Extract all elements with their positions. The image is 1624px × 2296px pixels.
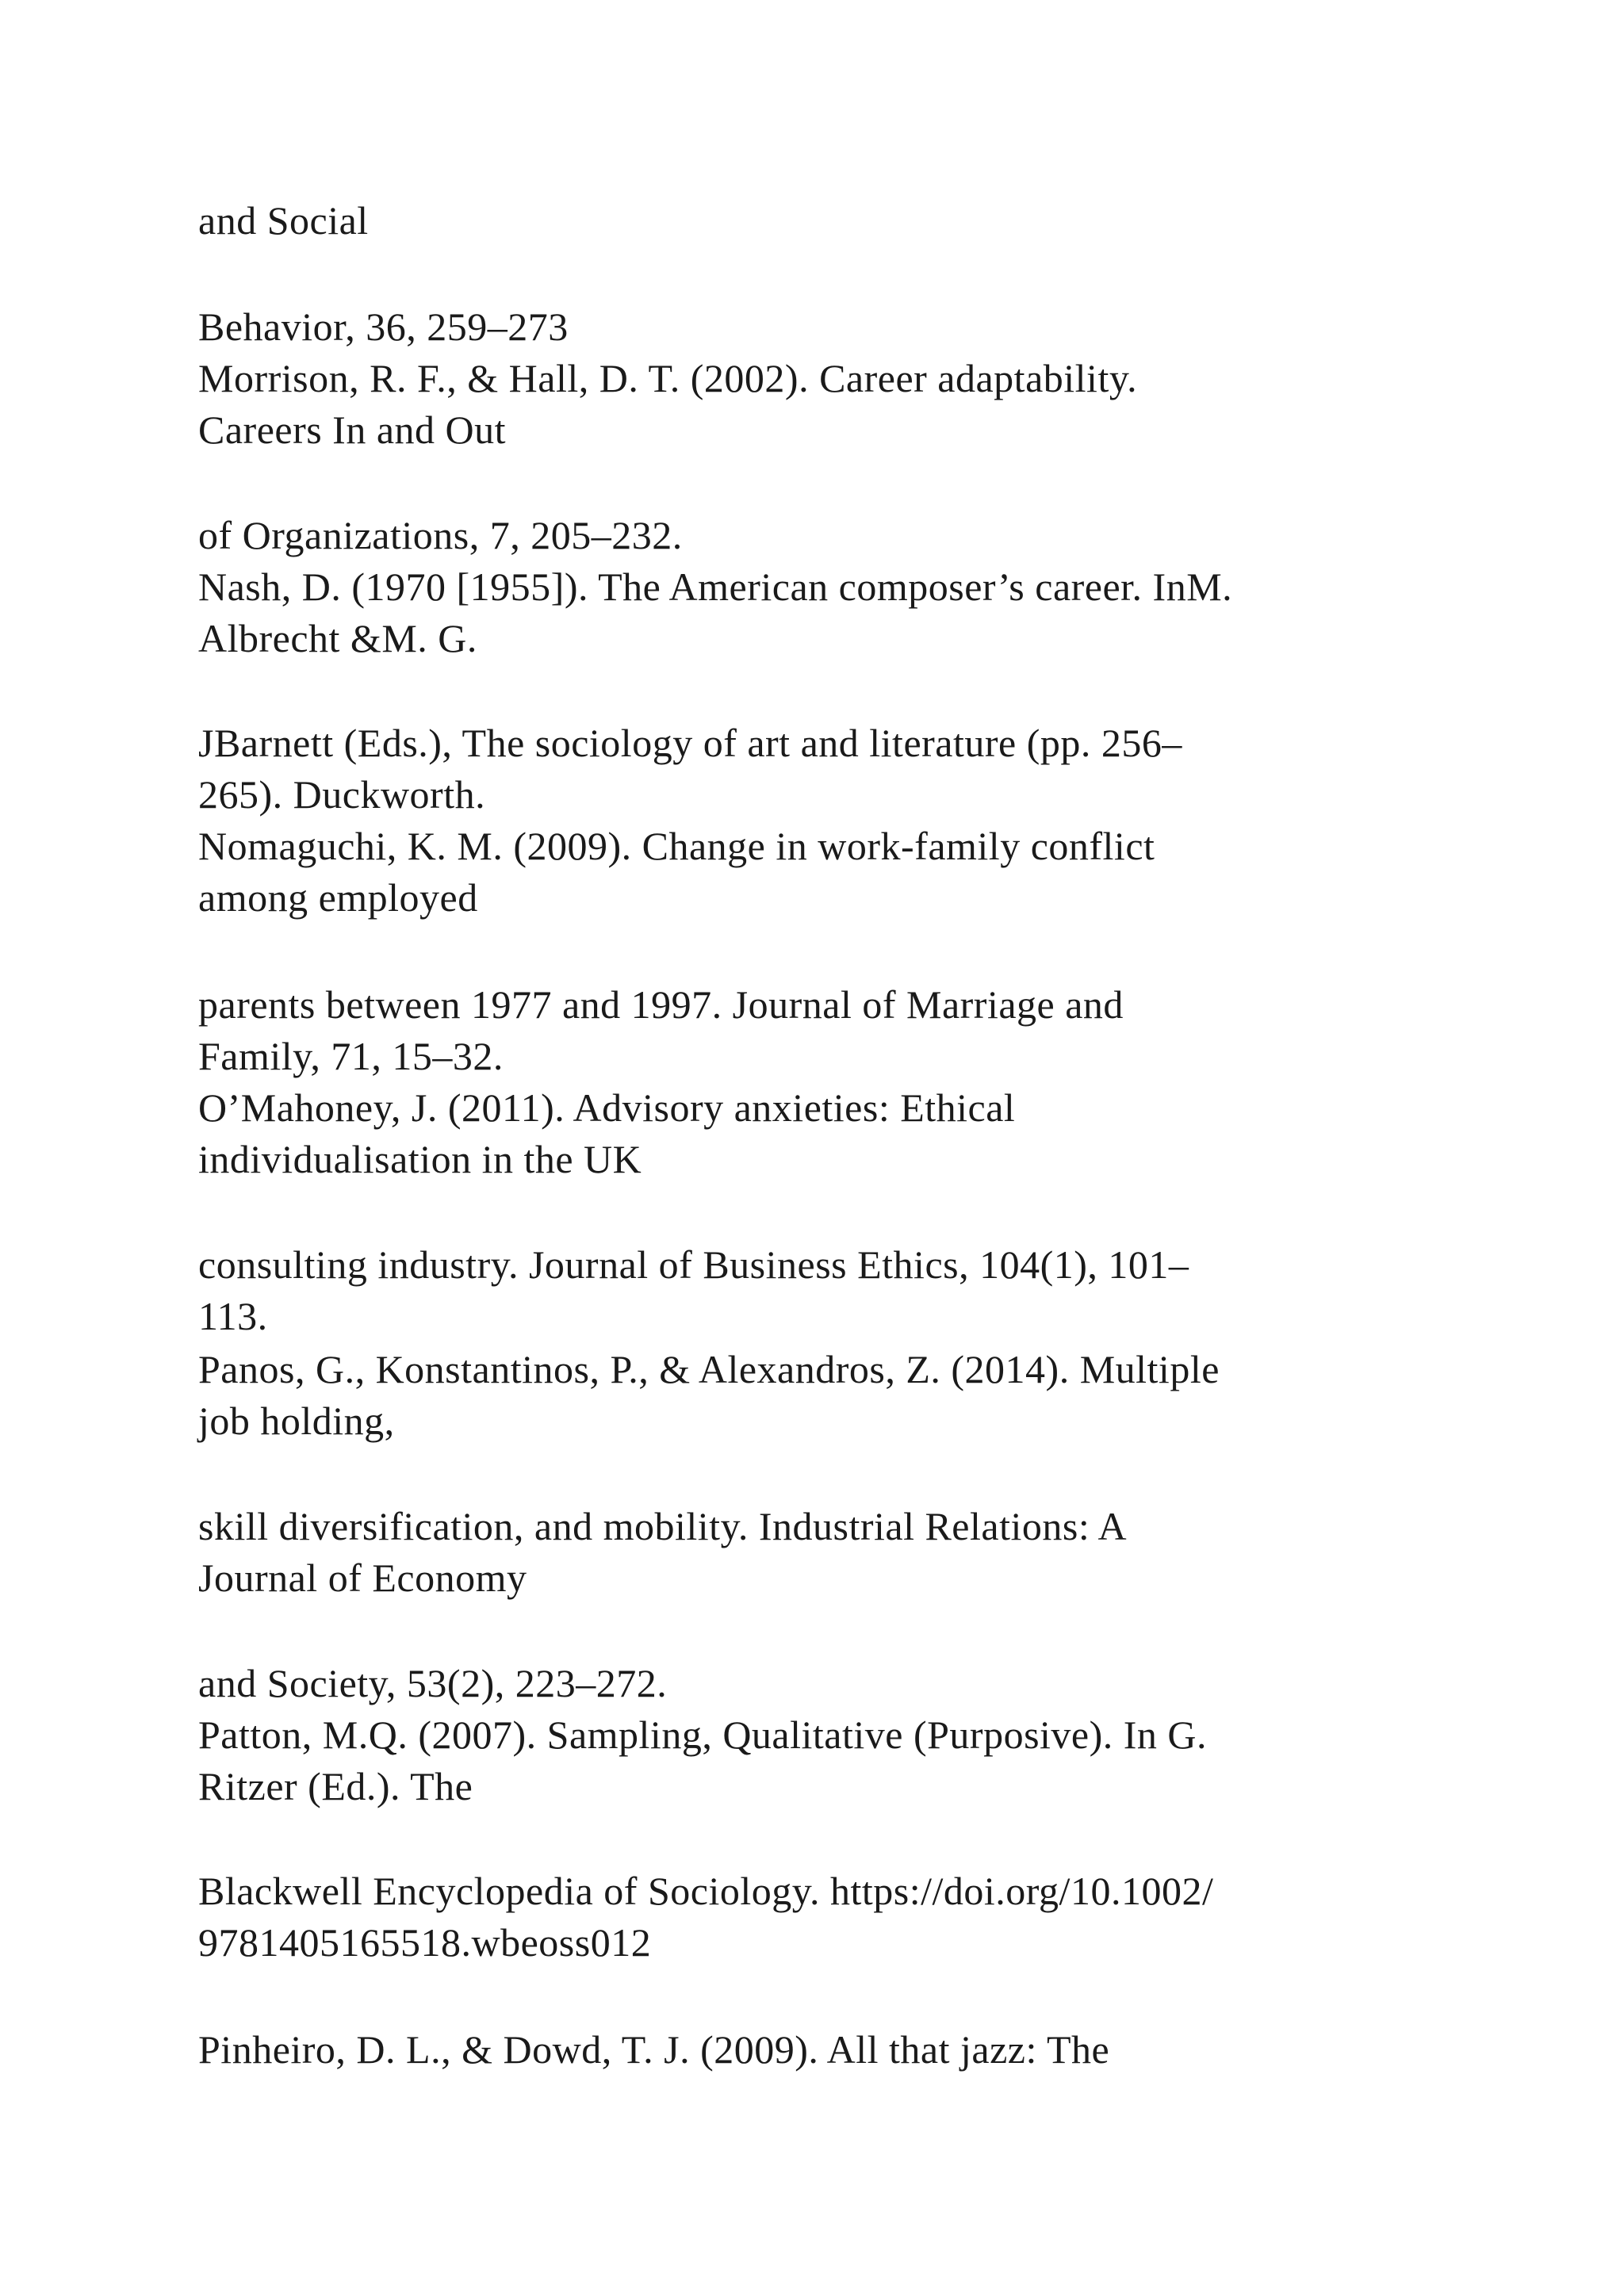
text-line: Nash, D. (1970 [1955]). The American composer’s career. InM. (198, 564, 1233, 609)
text-line: Careers In and Out (198, 408, 507, 452)
text-line: 265). Duckworth. (198, 772, 486, 817)
text-line: Family, 71, 15–32. (198, 1034, 504, 1078)
text-line: parents between 1977 and 1997. Journal of Marriage and (198, 982, 1124, 1027)
text-line: individualisation in the UK (198, 1137, 642, 1181)
text-line: 113. (198, 1294, 268, 1338)
text-line: JBarnett (Eds.), The sociology of art and literature (pp. 256– (198, 721, 1182, 765)
text-line: and Society, 53(2), 223–272. (198, 1661, 668, 1705)
text-line: among employed (198, 875, 478, 920)
text-line: O’Mahoney, J. (2011). Advisory anxieties: Ethical (198, 1085, 1016, 1130)
text-line: Journal of Economy (198, 1556, 527, 1600)
text-line: 9781405165518.wbeoss012 (198, 1920, 652, 1965)
text-line: Behavior, 36, 259–273 (198, 304, 569, 349)
text-line: Morrison, R. F., & Hall, D. T. (2002). Career adaptability. (198, 356, 1138, 400)
text-line: Patton, M.Q. (2007). Sampling, Qualitative (Purposive). In G. (198, 1712, 1208, 1757)
text-line: Panos, G., Konstantinos, P., & Alexandros, Z. (2014). Multiple (198, 1347, 1220, 1391)
text-line: of Organizations, 7, 205–232. (198, 513, 683, 557)
text-line: Albrecht &M. G. (198, 616, 477, 660)
text-line: and Social (198, 198, 369, 243)
text-line: Ritzer (Ed.). The (198, 1764, 473, 1808)
text-line: skill diversification, and mobility. Industrial Relations: A (198, 1504, 1128, 1548)
text-line: consulting industry. Journal of Business Ethics, 104(1), 101– (198, 1242, 1189, 1287)
text-line: job holding, (198, 1399, 395, 1443)
text-line: Pinheiro, D. L., & Dowd, T. J. (2009). All that jazz: The (198, 2027, 1110, 2072)
text-line: Nomaguchi, K. M. (2009). Change in work-family conflict (198, 824, 1155, 868)
text-line: Blackwell Encyclopedia of Sociology. https://doi.org/10.1002/ (198, 1869, 1214, 1913)
